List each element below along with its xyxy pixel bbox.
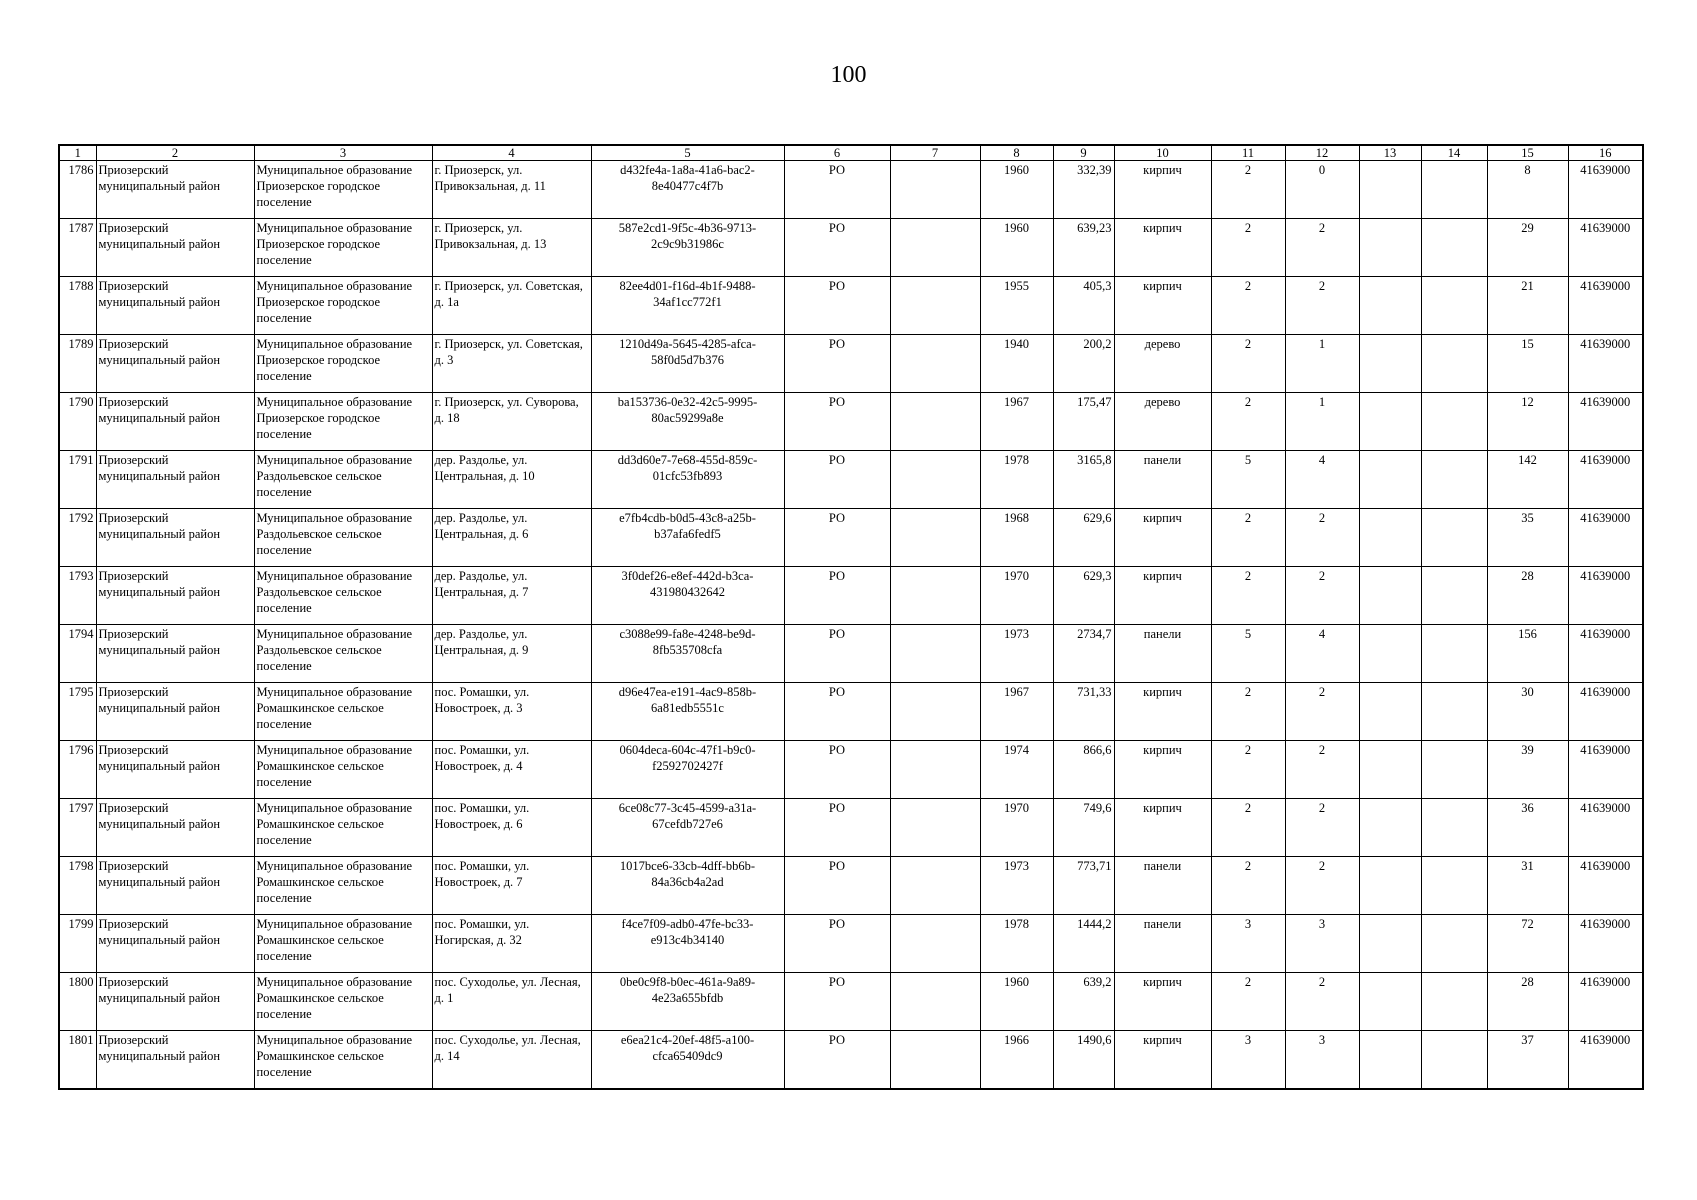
type-cell: РО — [784, 625, 890, 683]
column-12-cell: 0 — [1285, 161, 1359, 219]
area-cell: 629,6 — [1053, 509, 1114, 567]
column-13-cell — [1359, 1031, 1421, 1089]
material-cell: кирпич — [1114, 567, 1211, 625]
year-cell: 1973 — [980, 625, 1053, 683]
year-cell: 1970 — [980, 567, 1053, 625]
column-header-5: 5 — [591, 145, 784, 161]
column-14-cell — [1421, 741, 1487, 799]
column-header-9: 9 — [1053, 145, 1114, 161]
row-number: 1790 — [59, 393, 96, 451]
floors-cell: 2 — [1211, 741, 1285, 799]
guid-cell: 1017bce6-33cb-4dff-bb6b-84a36cb4a2ad — [591, 857, 784, 915]
table-row — [59, 799, 1643, 857]
column-13-cell — [1359, 451, 1421, 509]
address-cell: г. Приозерск, ул. Привокзальная, д. 11 — [432, 161, 591, 219]
column-15-cell: 28 — [1487, 567, 1568, 625]
housing-registry-table — [58, 144, 1644, 1090]
material-cell: кирпич — [1114, 973, 1211, 1031]
column-14-cell — [1421, 219, 1487, 277]
column-header-14: 14 — [1421, 145, 1487, 161]
area-cell: 2734,7 — [1053, 625, 1114, 683]
table-row — [59, 219, 1643, 277]
table-row — [59, 915, 1643, 973]
municipality-cell: Муниципальное образование Ромашкинское сельское поселение — [254, 1031, 432, 1089]
column-14-cell — [1421, 161, 1487, 219]
column-15-cell: 142 — [1487, 451, 1568, 509]
row-number: 1792 — [59, 509, 96, 567]
table-row — [59, 451, 1643, 509]
address-cell: дер. Раздолье, ул. Центральная, д. 9 — [432, 625, 591, 683]
guid-cell: f4ce7f09-adb0-47fe-bc33-e913c4b34140 — [591, 915, 784, 973]
row-number: 1795 — [59, 683, 96, 741]
year-cell: 1970 — [980, 799, 1053, 857]
floors-cell: 2 — [1211, 335, 1285, 393]
column-header-8: 8 — [980, 145, 1053, 161]
year-cell: 1967 — [980, 393, 1053, 451]
district-cell: Приозерский муниципальный район — [96, 277, 254, 335]
row-number: 1801 — [59, 1031, 96, 1089]
address-cell: пос. Суходолье, ул. Лесная, д. 1 — [432, 973, 591, 1031]
municipality-cell: Муниципальное образование Ромашкинское сельское поселение — [254, 915, 432, 973]
floors-cell: 2 — [1211, 683, 1285, 741]
oktmo-cell: 41639000 — [1568, 973, 1643, 1031]
floors-cell: 3 — [1211, 1031, 1285, 1089]
floors-cell: 2 — [1211, 857, 1285, 915]
municipality-cell: Муниципальное образование Раздольевское сельское поселение — [254, 625, 432, 683]
oktmo-cell: 41639000 — [1568, 277, 1643, 335]
column-12-cell: 2 — [1285, 741, 1359, 799]
row-number: 1791 — [59, 451, 96, 509]
year-cell: 1955 — [980, 277, 1053, 335]
district-cell: Приозерский муниципальный район — [96, 1031, 254, 1089]
municipality-cell: Муниципальное образование Ромашкинское сельское поселение — [254, 683, 432, 741]
column-12-cell: 2 — [1285, 973, 1359, 1031]
municipality-cell: Муниципальное образование Ромашкинское сельское поселение — [254, 799, 432, 857]
column-13-cell — [1359, 973, 1421, 1031]
municipality-cell: Муниципальное образование Приозерское городское поселение — [254, 393, 432, 451]
column-12-cell: 2 — [1285, 219, 1359, 277]
floors-cell: 5 — [1211, 451, 1285, 509]
floors-cell: 3 — [1211, 915, 1285, 973]
oktmo-cell: 41639000 — [1568, 741, 1643, 799]
column-12-cell: 2 — [1285, 799, 1359, 857]
row-number: 1789 — [59, 335, 96, 393]
table-body — [59, 161, 1643, 1089]
column-13-cell — [1359, 219, 1421, 277]
column-15-cell: 72 — [1487, 915, 1568, 973]
municipality-cell: Муниципальное образование Приозерское городское поселение — [254, 219, 432, 277]
column-7-cell — [890, 799, 980, 857]
oktmo-cell: 41639000 — [1568, 683, 1643, 741]
table-row — [59, 393, 1643, 451]
column-12-cell: 2 — [1285, 857, 1359, 915]
oktmo-cell: 41639000 — [1568, 219, 1643, 277]
area-cell: 629,3 — [1053, 567, 1114, 625]
address-cell: дер. Раздолье, ул. Центральная, д. 10 — [432, 451, 591, 509]
type-cell: РО — [784, 1031, 890, 1089]
column-header-1: 1 — [59, 145, 96, 161]
address-cell: г. Приозерск, ул. Привокзальная, д. 13 — [432, 219, 591, 277]
table-row — [59, 973, 1643, 1031]
column-14-cell — [1421, 509, 1487, 567]
area-cell: 200,2 — [1053, 335, 1114, 393]
column-header-4: 4 — [432, 145, 591, 161]
column-12-cell: 4 — [1285, 451, 1359, 509]
year-cell: 1968 — [980, 509, 1053, 567]
address-cell: г. Приозерск, ул. Советская, д. 1а — [432, 277, 591, 335]
municipality-cell: Муниципальное образование Раздольевское сельское поселение — [254, 509, 432, 567]
district-cell: Приозерский муниципальный район — [96, 973, 254, 1031]
row-number: 1798 — [59, 857, 96, 915]
year-cell: 1973 — [980, 857, 1053, 915]
municipality-cell: Муниципальное образование Ромашкинское сельское поселение — [254, 741, 432, 799]
guid-cell: ba153736-0e32-42c5-9995-80ac59299a8e — [591, 393, 784, 451]
district-cell: Приозерский муниципальный район — [96, 335, 254, 393]
material-cell: панели — [1114, 451, 1211, 509]
oktmo-cell: 41639000 — [1568, 451, 1643, 509]
column-13-cell — [1359, 335, 1421, 393]
column-12-cell: 2 — [1285, 277, 1359, 335]
row-number: 1800 — [59, 973, 96, 1031]
table-row — [59, 161, 1643, 219]
type-cell: РО — [784, 857, 890, 915]
column-14-cell — [1421, 277, 1487, 335]
municipality-cell: Муниципальное образование Ромашкинское сельское поселение — [254, 973, 432, 1031]
area-cell: 1444,2 — [1053, 915, 1114, 973]
address-cell: пос. Ромашки, ул. Новострoек, д. 7 — [432, 857, 591, 915]
column-15-cell: 39 — [1487, 741, 1568, 799]
column-13-cell — [1359, 393, 1421, 451]
guid-cell: e7fb4cdb-b0d5-43c8-a25b-b37afa6fedf5 — [591, 509, 784, 567]
column-12-cell: 2 — [1285, 683, 1359, 741]
column-14-cell — [1421, 335, 1487, 393]
column-15-cell: 30 — [1487, 683, 1568, 741]
column-header-12: 12 — [1285, 145, 1359, 161]
column-13-cell — [1359, 683, 1421, 741]
area-cell: 175,47 — [1053, 393, 1114, 451]
type-cell: РО — [784, 915, 890, 973]
table-row — [59, 567, 1643, 625]
column-7-cell — [890, 915, 980, 973]
row-number: 1796 — [59, 741, 96, 799]
type-cell: РО — [784, 277, 890, 335]
column-14-cell — [1421, 567, 1487, 625]
row-number: 1799 — [59, 915, 96, 973]
column-13-cell — [1359, 857, 1421, 915]
material-cell: кирпич — [1114, 219, 1211, 277]
column-12-cell: 3 — [1285, 915, 1359, 973]
district-cell: Приозерский муниципальный район — [96, 219, 254, 277]
address-cell: г. Приозерск, ул. Советская, д. 3 — [432, 335, 591, 393]
year-cell: 1960 — [980, 219, 1053, 277]
column-12-cell: 2 — [1285, 509, 1359, 567]
type-cell: РО — [784, 683, 890, 741]
column-15-cell: 156 — [1487, 625, 1568, 683]
table-row — [59, 625, 1643, 683]
address-cell: пос. Ромашки, ул. Ногирская, д. 32 — [432, 915, 591, 973]
column-header-10: 10 — [1114, 145, 1211, 161]
column-12-cell: 4 — [1285, 625, 1359, 683]
column-12-cell: 1 — [1285, 393, 1359, 451]
table-row — [59, 683, 1643, 741]
type-cell: РО — [784, 973, 890, 1031]
oktmo-cell: 41639000 — [1568, 393, 1643, 451]
column-14-cell — [1421, 1031, 1487, 1089]
material-cell: кирпич — [1114, 1031, 1211, 1089]
material-cell: дерево — [1114, 393, 1211, 451]
municipality-cell: Муниципальное образование Приозерское городское поселение — [254, 277, 432, 335]
column-14-cell — [1421, 915, 1487, 973]
district-cell: Приозерский муниципальный район — [96, 393, 254, 451]
year-cell: 1978 — [980, 451, 1053, 509]
oktmo-cell: 41639000 — [1568, 625, 1643, 683]
district-cell: Приозерский муниципальный район — [96, 683, 254, 741]
column-7-cell — [890, 509, 980, 567]
column-13-cell — [1359, 741, 1421, 799]
column-header-2: 2 — [96, 145, 254, 161]
column-7-cell — [890, 451, 980, 509]
oktmo-cell: 41639000 — [1568, 335, 1643, 393]
guid-cell: e6ea21c4-20ef-48f5-a100-cfca65409dc9 — [591, 1031, 784, 1089]
column-7-cell — [890, 219, 980, 277]
header-row — [59, 145, 1643, 161]
guid-cell: d432fe4a-1a8a-41a6-bac2-8e40477c4f7b — [591, 161, 784, 219]
column-13-cell — [1359, 799, 1421, 857]
column-13-cell — [1359, 625, 1421, 683]
guid-cell: 0604deca-604c-47f1-b9c0-f2592702427f — [591, 741, 784, 799]
area-cell: 3165,8 — [1053, 451, 1114, 509]
column-7-cell — [890, 567, 980, 625]
floors-cell: 2 — [1211, 219, 1285, 277]
column-15-cell: 31 — [1487, 857, 1568, 915]
column-7-cell — [890, 683, 980, 741]
column-15-cell: 28 — [1487, 973, 1568, 1031]
district-cell: Приозерский муниципальный район — [96, 161, 254, 219]
type-cell: РО — [784, 567, 890, 625]
column-15-cell: 37 — [1487, 1031, 1568, 1089]
guid-cell: 1210d49a-5645-4285-afca-58f0d5d7b376 — [591, 335, 784, 393]
type-cell: РО — [784, 509, 890, 567]
column-7-cell — [890, 625, 980, 683]
column-7-cell — [890, 973, 980, 1031]
material-cell: кирпич — [1114, 161, 1211, 219]
oktmo-cell: 41639000 — [1568, 857, 1643, 915]
table-row — [59, 741, 1643, 799]
column-header-15: 15 — [1487, 145, 1568, 161]
column-15-cell: 8 — [1487, 161, 1568, 219]
column-header-6: 6 — [784, 145, 890, 161]
material-cell: кирпич — [1114, 741, 1211, 799]
material-cell: панели — [1114, 857, 1211, 915]
floors-cell: 2 — [1211, 161, 1285, 219]
address-cell: пос. Ромашки, ул. Новострoек, д. 3 — [432, 683, 591, 741]
column-15-cell: 12 — [1487, 393, 1568, 451]
guid-cell: 3f0def26-e8ef-442d-b3ca-431980432642 — [591, 567, 784, 625]
table-row — [59, 1031, 1643, 1089]
district-cell: Приозерский муниципальный район — [96, 509, 254, 567]
year-cell: 1960 — [980, 161, 1053, 219]
column-7-cell — [890, 335, 980, 393]
guid-cell: 587e2cd1-9f5c-4b36-9713-2c9c9b31986c — [591, 219, 784, 277]
municipality-cell: Муниципальное образование Ромашкинское сельское поселение — [254, 857, 432, 915]
column-13-cell — [1359, 567, 1421, 625]
column-7-cell — [890, 857, 980, 915]
table-header — [59, 145, 1643, 161]
address-cell: дер. Раздолье, ул. Центральная, д. 6 — [432, 509, 591, 567]
oktmo-cell: 41639000 — [1568, 1031, 1643, 1089]
column-14-cell — [1421, 857, 1487, 915]
type-cell: РО — [784, 451, 890, 509]
guid-cell: dd3d60e7-7e68-455d-859c-01cfc53fb893 — [591, 451, 784, 509]
table-row — [59, 509, 1643, 567]
district-cell: Приозерский муниципальный район — [96, 799, 254, 857]
column-14-cell — [1421, 799, 1487, 857]
year-cell: 1967 — [980, 683, 1053, 741]
floors-cell: 2 — [1211, 973, 1285, 1031]
area-cell: 639,2 — [1053, 973, 1114, 1031]
floors-cell: 2 — [1211, 567, 1285, 625]
table-row — [59, 857, 1643, 915]
area-cell: 773,71 — [1053, 857, 1114, 915]
column-7-cell — [890, 393, 980, 451]
district-cell: Приозерский муниципальный район — [96, 915, 254, 973]
column-13-cell — [1359, 277, 1421, 335]
column-7-cell — [890, 277, 980, 335]
floors-cell: 2 — [1211, 799, 1285, 857]
oktmo-cell: 41639000 — [1568, 915, 1643, 973]
column-header-7: 7 — [890, 145, 980, 161]
table-row — [59, 277, 1643, 335]
material-cell: дерево — [1114, 335, 1211, 393]
column-14-cell — [1421, 625, 1487, 683]
oktmo-cell: 41639000 — [1568, 509, 1643, 567]
oktmo-cell: 41639000 — [1568, 567, 1643, 625]
year-cell: 1978 — [980, 915, 1053, 973]
column-14-cell — [1421, 451, 1487, 509]
municipality-cell: Муниципальное образование Приозерское городское поселение — [254, 335, 432, 393]
oktmo-cell: 41639000 — [1568, 161, 1643, 219]
type-cell: РО — [784, 393, 890, 451]
address-cell: г. Приозерск, ул. Суворова, д. 18 — [432, 393, 591, 451]
column-12-cell: 3 — [1285, 1031, 1359, 1089]
district-cell: Приозерский муниципальный район — [96, 567, 254, 625]
guid-cell: d96e47ea-e191-4ac9-858b-6a81edb5551c — [591, 683, 784, 741]
district-cell: Приозерский муниципальный район — [96, 625, 254, 683]
address-cell: дер. Раздолье, ул. Центральная, д. 7 — [432, 567, 591, 625]
row-number: 1787 — [59, 219, 96, 277]
address-cell: пос. Ромашки, ул. Новострoек, д. 6 — [432, 799, 591, 857]
column-15-cell: 35 — [1487, 509, 1568, 567]
row-number: 1788 — [59, 277, 96, 335]
column-13-cell — [1359, 161, 1421, 219]
column-12-cell: 1 — [1285, 335, 1359, 393]
address-cell: пос. Ромашки, ул. Новострoек, д. 4 — [432, 741, 591, 799]
floors-cell: 5 — [1211, 625, 1285, 683]
type-cell: РО — [784, 335, 890, 393]
guid-cell: c3088e99-fa8e-4248-be9d-8fb535708cfa — [591, 625, 784, 683]
page-number: 100 — [830, 62, 867, 88]
column-7-cell — [890, 161, 980, 219]
year-cell: 1974 — [980, 741, 1053, 799]
material-cell: кирпич — [1114, 277, 1211, 335]
guid-cell: 82ee4d01-f16d-4b1f-9488-34af1cc772f1 — [591, 277, 784, 335]
material-cell: панели — [1114, 915, 1211, 973]
column-14-cell — [1421, 393, 1487, 451]
district-cell: Приозерский муниципальный район — [96, 451, 254, 509]
column-header-11: 11 — [1211, 145, 1285, 161]
guid-cell: 0be0c9f8-b0ec-461a-9a89-4e23a655bfdb — [591, 973, 784, 1031]
row-number: 1794 — [59, 625, 96, 683]
floors-cell: 2 — [1211, 277, 1285, 335]
type-cell: РО — [784, 161, 890, 219]
guid-cell: 6ce08c77-3c45-4599-a31a-67cefdb727e6 — [591, 799, 784, 857]
floors-cell: 2 — [1211, 509, 1285, 567]
material-cell: кирпич — [1114, 683, 1211, 741]
table-row — [59, 335, 1643, 393]
year-cell: 1966 — [980, 1031, 1053, 1089]
area-cell: 749,6 — [1053, 799, 1114, 857]
area-cell: 332,39 — [1053, 161, 1114, 219]
column-13-cell — [1359, 915, 1421, 973]
district-cell: Приозерский муниципальный район — [96, 741, 254, 799]
type-cell: РО — [784, 219, 890, 277]
type-cell: РО — [784, 799, 890, 857]
column-15-cell: 29 — [1487, 219, 1568, 277]
municipality-cell: Муниципальное образование Раздольевское сельское поселение — [254, 451, 432, 509]
column-14-cell — [1421, 973, 1487, 1031]
material-cell: кирпич — [1114, 799, 1211, 857]
column-15-cell: 36 — [1487, 799, 1568, 857]
material-cell: панели — [1114, 625, 1211, 683]
area-cell: 405,3 — [1053, 277, 1114, 335]
row-number: 1786 — [59, 161, 96, 219]
type-cell: РО — [784, 741, 890, 799]
area-cell: 731,33 — [1053, 683, 1114, 741]
material-cell: кирпич — [1114, 509, 1211, 567]
area-cell: 639,23 — [1053, 219, 1114, 277]
column-13-cell — [1359, 509, 1421, 567]
column-header-16: 16 — [1568, 145, 1643, 161]
floors-cell: 2 — [1211, 393, 1285, 451]
municipality-cell: Муниципальное образование Приозерское городское поселение — [254, 161, 432, 219]
year-cell: 1960 — [980, 973, 1053, 1031]
column-header-13: 13 — [1359, 145, 1421, 161]
district-cell: Приозерский муниципальный район — [96, 857, 254, 915]
column-14-cell — [1421, 683, 1487, 741]
year-cell: 1940 — [980, 335, 1053, 393]
address-cell: пос. Суходолье, ул. Лесная, д. 14 — [432, 1031, 591, 1089]
municipality-cell: Муниципальное образование Раздольевское сельское поселение — [254, 567, 432, 625]
column-12-cell: 2 — [1285, 567, 1359, 625]
column-15-cell: 15 — [1487, 335, 1568, 393]
row-number: 1797 — [59, 799, 96, 857]
column-7-cell — [890, 1031, 980, 1089]
column-15-cell: 21 — [1487, 277, 1568, 335]
oktmo-cell: 41639000 — [1568, 799, 1643, 857]
area-cell: 866,6 — [1053, 741, 1114, 799]
row-number: 1793 — [59, 567, 96, 625]
column-header-3: 3 — [254, 145, 432, 161]
column-7-cell — [890, 741, 980, 799]
area-cell: 1490,6 — [1053, 1031, 1114, 1089]
